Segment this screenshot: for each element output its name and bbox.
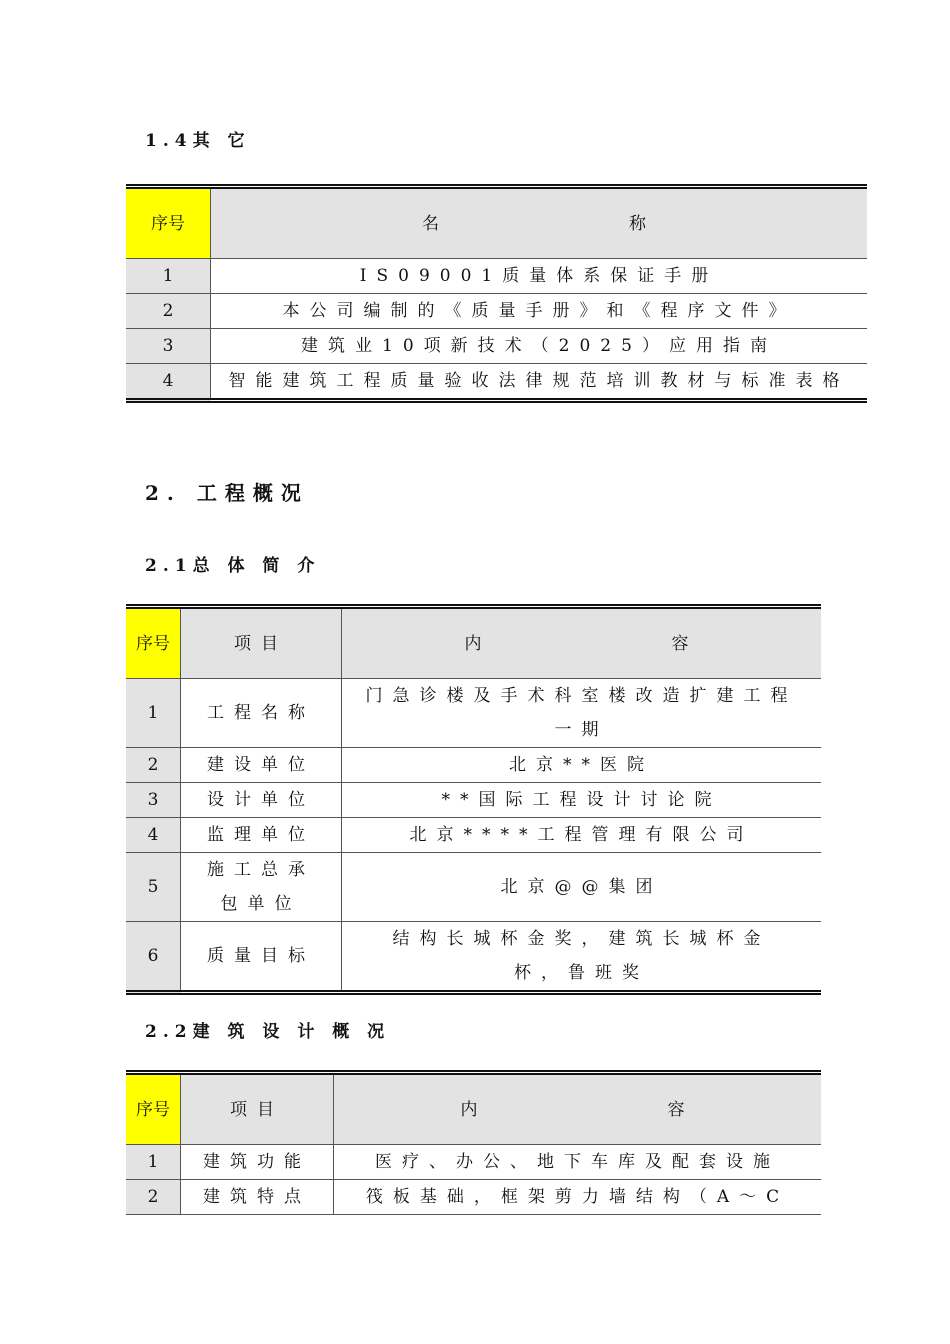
row-text: 智能建筑工程质量验收法律规范培训教材与标准表格 [211, 364, 868, 401]
table-row [126, 329, 867, 364]
header-content-left: 内 [464, 633, 492, 654]
header-name [211, 187, 868, 259]
table-row [126, 679, 821, 748]
row-seq: 2 [126, 1180, 181, 1215]
row-seq: 2 [126, 748, 181, 783]
row-seq: 1 [126, 679, 181, 748]
section-2-title: 2. 工程概况 [145, 481, 309, 505]
row-content: **国际工程设计讨论院 [342, 783, 822, 818]
row-seq: 6 [126, 922, 181, 993]
row-item: 施工总承包单位 [181, 853, 342, 922]
header-content-right: 容 [667, 1099, 695, 1120]
header-content [342, 607, 822, 679]
table-row [126, 364, 867, 401]
table-row [126, 259, 867, 294]
row-seq: 4 [126, 364, 211, 401]
row-item: 质量目标 [181, 922, 342, 993]
header-seq: 序号 [126, 607, 181, 679]
table-row [126, 748, 821, 783]
row-item: 设计单位 [181, 783, 342, 818]
table-2-2 [126, 1070, 821, 1215]
table-1-4 [126, 184, 867, 403]
row-content: 北京****工程管理有限公司 [342, 818, 822, 853]
header-item: 项目 [181, 607, 342, 679]
row-content: 北京@@集团 [342, 853, 822, 922]
header-seq: 序号 [126, 1073, 181, 1145]
row-content: 北京**医院 [342, 748, 822, 783]
section-2-1-title: 2.1总 体 简 介 [145, 556, 321, 576]
row-seq: 3 [126, 329, 211, 364]
header-name-right: 称 [629, 213, 656, 234]
header-content [334, 1073, 822, 1145]
row-seq: 4 [126, 818, 181, 853]
table-row [126, 294, 867, 329]
header-item: 项目 [181, 1073, 334, 1145]
table-row [126, 1180, 821, 1215]
table-row [126, 853, 821, 922]
header-name-left: 名 [422, 213, 449, 234]
row-seq: 1 [126, 1145, 181, 1180]
row-item: 建设单位 [181, 748, 342, 783]
row-item: 监理单位 [181, 818, 342, 853]
table-row [126, 783, 821, 818]
row-content: 医疗、办公、地下车库及配套设施 [334, 1145, 822, 1180]
row-item: 工程名称 [181, 679, 342, 748]
row-seq: 1 [126, 259, 211, 294]
row-text: 建筑业10项新技术（2025）应用指南 [211, 329, 868, 364]
row-seq: 5 [126, 853, 181, 922]
header-seq: 序号 [126, 187, 211, 259]
row-seq: 3 [126, 783, 181, 818]
section-1-4-title: 1.4其 它 [145, 131, 251, 151]
table-row [126, 922, 821, 993]
section-2-2-title: 2.2建 筑 设 计 概 况 [145, 1022, 391, 1042]
row-item: 建筑特点 [181, 1180, 334, 1215]
header-content-right: 容 [671, 633, 699, 654]
row-text: 本公司编制的《质量手册》和《程序文件》 [211, 294, 868, 329]
row-seq: 2 [126, 294, 211, 329]
row-content: 门急诊楼及手术科室楼改造扩建工程一期 [342, 679, 822, 748]
row-content: 结构长城杯金奖，建筑长城杯金杯，鲁班奖 [342, 922, 822, 993]
table-2-1 [126, 604, 821, 995]
row-text: IS09001质量体系保证手册 [211, 259, 868, 294]
row-content: 筏板基础，框架剪力墙结构（A～C [334, 1180, 822, 1215]
table-row [126, 1145, 821, 1180]
header-content-left: 内 [460, 1099, 488, 1120]
table-row [126, 818, 821, 853]
row-item: 建筑功能 [181, 1145, 334, 1180]
